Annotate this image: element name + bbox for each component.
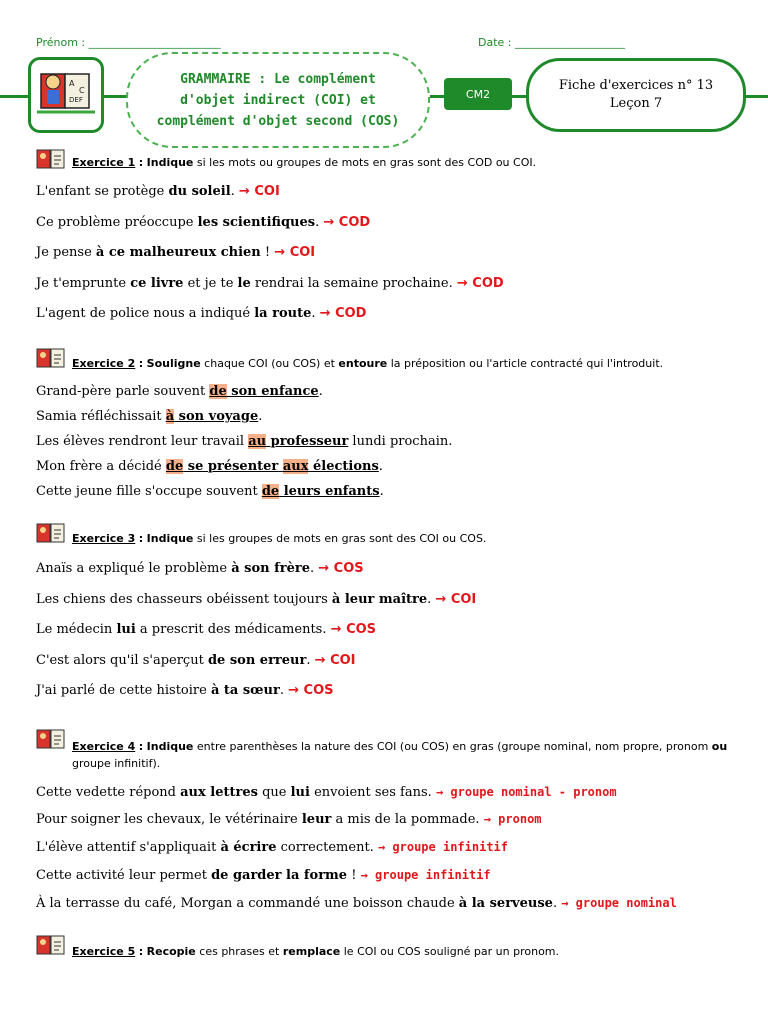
prenom-field: Prénom : ________________________ xyxy=(36,36,221,49)
level-badge: CM2 xyxy=(444,78,512,110)
answer: COI xyxy=(289,245,316,260)
exercise-label: Exercice 2 xyxy=(72,357,136,370)
fiche-box xyxy=(526,58,746,132)
open-book-icon xyxy=(36,148,66,170)
ex2-sentence-2: Samia réfléchissait à son voyage. xyxy=(36,409,263,424)
header-rule-left xyxy=(0,95,30,98)
ex3-sentence-2: Les chiens des chasseurs obéissent toujours à leur maître. → COI xyxy=(36,592,477,607)
exercise-label: Exercice 3 xyxy=(72,532,136,545)
answer: COS xyxy=(346,622,377,637)
title-line-1: GRAMMAIRE : Le complément xyxy=(180,71,376,87)
exercise-3-instruction: Exercice 3 : Indique si les groupes de mots en gras sont des COI ou COS. xyxy=(36,522,486,547)
exercise-label: Exercice 4 xyxy=(72,740,136,753)
open-book-icon xyxy=(36,728,66,750)
answer: COS xyxy=(333,561,364,576)
fiche-number: Fiche d'exercices n° 13 xyxy=(558,78,714,93)
answer: groupe infinitif xyxy=(392,840,508,854)
open-book-icon xyxy=(36,522,66,544)
instruction-text: si les mots ou groupes de mots en gras sont des COD ou COI. xyxy=(193,156,537,169)
ex2-sentence-5: Cette jeune fille s'occupe souvent de leurs enfants. xyxy=(36,484,384,499)
open-book-icon xyxy=(36,347,66,369)
ex1-sentence-5: L'agent de police nous a indiqué la route. → COD xyxy=(36,306,367,321)
answer: groupe infinitif xyxy=(375,868,491,882)
book-reader-icon xyxy=(31,60,101,130)
ex4-sentence-2: Pour soigner les chevaux, le vétérinaire leur a mis de la pommade. → pronom xyxy=(36,812,542,827)
title-line-3: complément d'objet second (COS) xyxy=(156,113,400,129)
title-line-2: d'objet indirect (COI) et xyxy=(180,92,376,108)
instruction-verb: Indique xyxy=(146,156,194,169)
exercise-label: Exercice 5 xyxy=(72,945,136,958)
ex4-sentence-5: À la terrasse du café, Morgan a commandé une boisson chaude à la serveuse. → groupe nominal xyxy=(36,896,677,911)
answer: COI xyxy=(450,592,477,607)
exercise-label: Exercice 1 xyxy=(72,156,136,169)
exercise-4-instruction: Exercice 4 : Indique entre parenthèses la nature des COI (ou COS) en gras (groupe nominal, nom propre, pronom ou groupe infinitif). xyxy=(36,728,762,772)
title-box xyxy=(126,52,430,148)
exercise-2-instruction: Exercice 2 : Souligne chaque COI (ou COS) et entoure la préposition ou l'article contracté qui l'introduit. xyxy=(36,347,663,372)
ex3-sentence-4: C'est alors qu'il s'aperçut de son erreur. → COI xyxy=(36,653,356,668)
answer: COI xyxy=(330,653,356,668)
ex1-sentence-3: Je pense à ce malheureux chien ! → COI xyxy=(36,245,316,260)
exercise-1-instruction: Exercice 1 : Indique si les mots ou groupes de mots en gras sont des COD ou COI. xyxy=(36,148,536,171)
answer: pronom xyxy=(498,812,542,826)
ex4-sentence-3: L'élève attentif s'appliquait à écrire correctement. → groupe infinitif xyxy=(36,840,508,855)
answer: COD xyxy=(472,276,504,291)
open-book-icon xyxy=(36,934,66,956)
ex3-sentence-5: J'ai parlé de cette histoire à ta sœur. → COS xyxy=(36,683,334,698)
date-field: Date : ____________________ xyxy=(478,36,625,49)
exercise-5-instruction: Exercice 5 : Recopie ces phrases et remplace le COI ou COS souligné par un pronom. xyxy=(36,934,559,960)
ex3-sentence-1: Anaïs a expliqué le problème à son frère. → COS xyxy=(36,561,364,576)
ex1-sentence-4: Je t'emprunte ce livre et je te le rendrai la semaine prochaine. → COD xyxy=(36,276,504,291)
answer: COI xyxy=(254,184,280,199)
answer: COD xyxy=(338,215,371,230)
svg-text:DEF: DEF xyxy=(69,96,83,104)
ex4-sentence-4: Cette activité leur permet de garder la forme ! → groupe infinitif xyxy=(36,868,491,883)
ex2-sentence-1: Grand-père parle souvent de son enfance. xyxy=(36,384,323,399)
grammar-logo xyxy=(28,57,104,133)
svg-text:C: C xyxy=(79,86,85,95)
ex2-sentence-3: Les élèves rendront leur travail au professeur lundi prochain. xyxy=(36,434,453,449)
ex2-sentence-4: Mon frère a décidé de se présenter aux élections. xyxy=(36,459,383,474)
answer: groupe nominal xyxy=(575,896,677,910)
ex4-sentence-1: Cette vedette répond aux lettres que lui envoient ses fans. → groupe nominal - pronom xyxy=(36,785,617,800)
ex1-sentence-1: L'enfant se protège du soleil. → COI xyxy=(36,184,280,199)
ex3-sentence-3: Le médecin lui a prescrit des médicaments. → COS xyxy=(36,622,377,637)
ex1-sentence-2: Ce problème préoccupe les scientifiques. → COD xyxy=(36,215,371,230)
svg-text:A: A xyxy=(69,79,75,88)
lesson-number: Leçon 7 xyxy=(609,96,663,111)
answer: groupe nominal - pronom xyxy=(450,785,617,799)
answer: COD xyxy=(335,306,367,321)
answer: COS xyxy=(303,683,334,698)
